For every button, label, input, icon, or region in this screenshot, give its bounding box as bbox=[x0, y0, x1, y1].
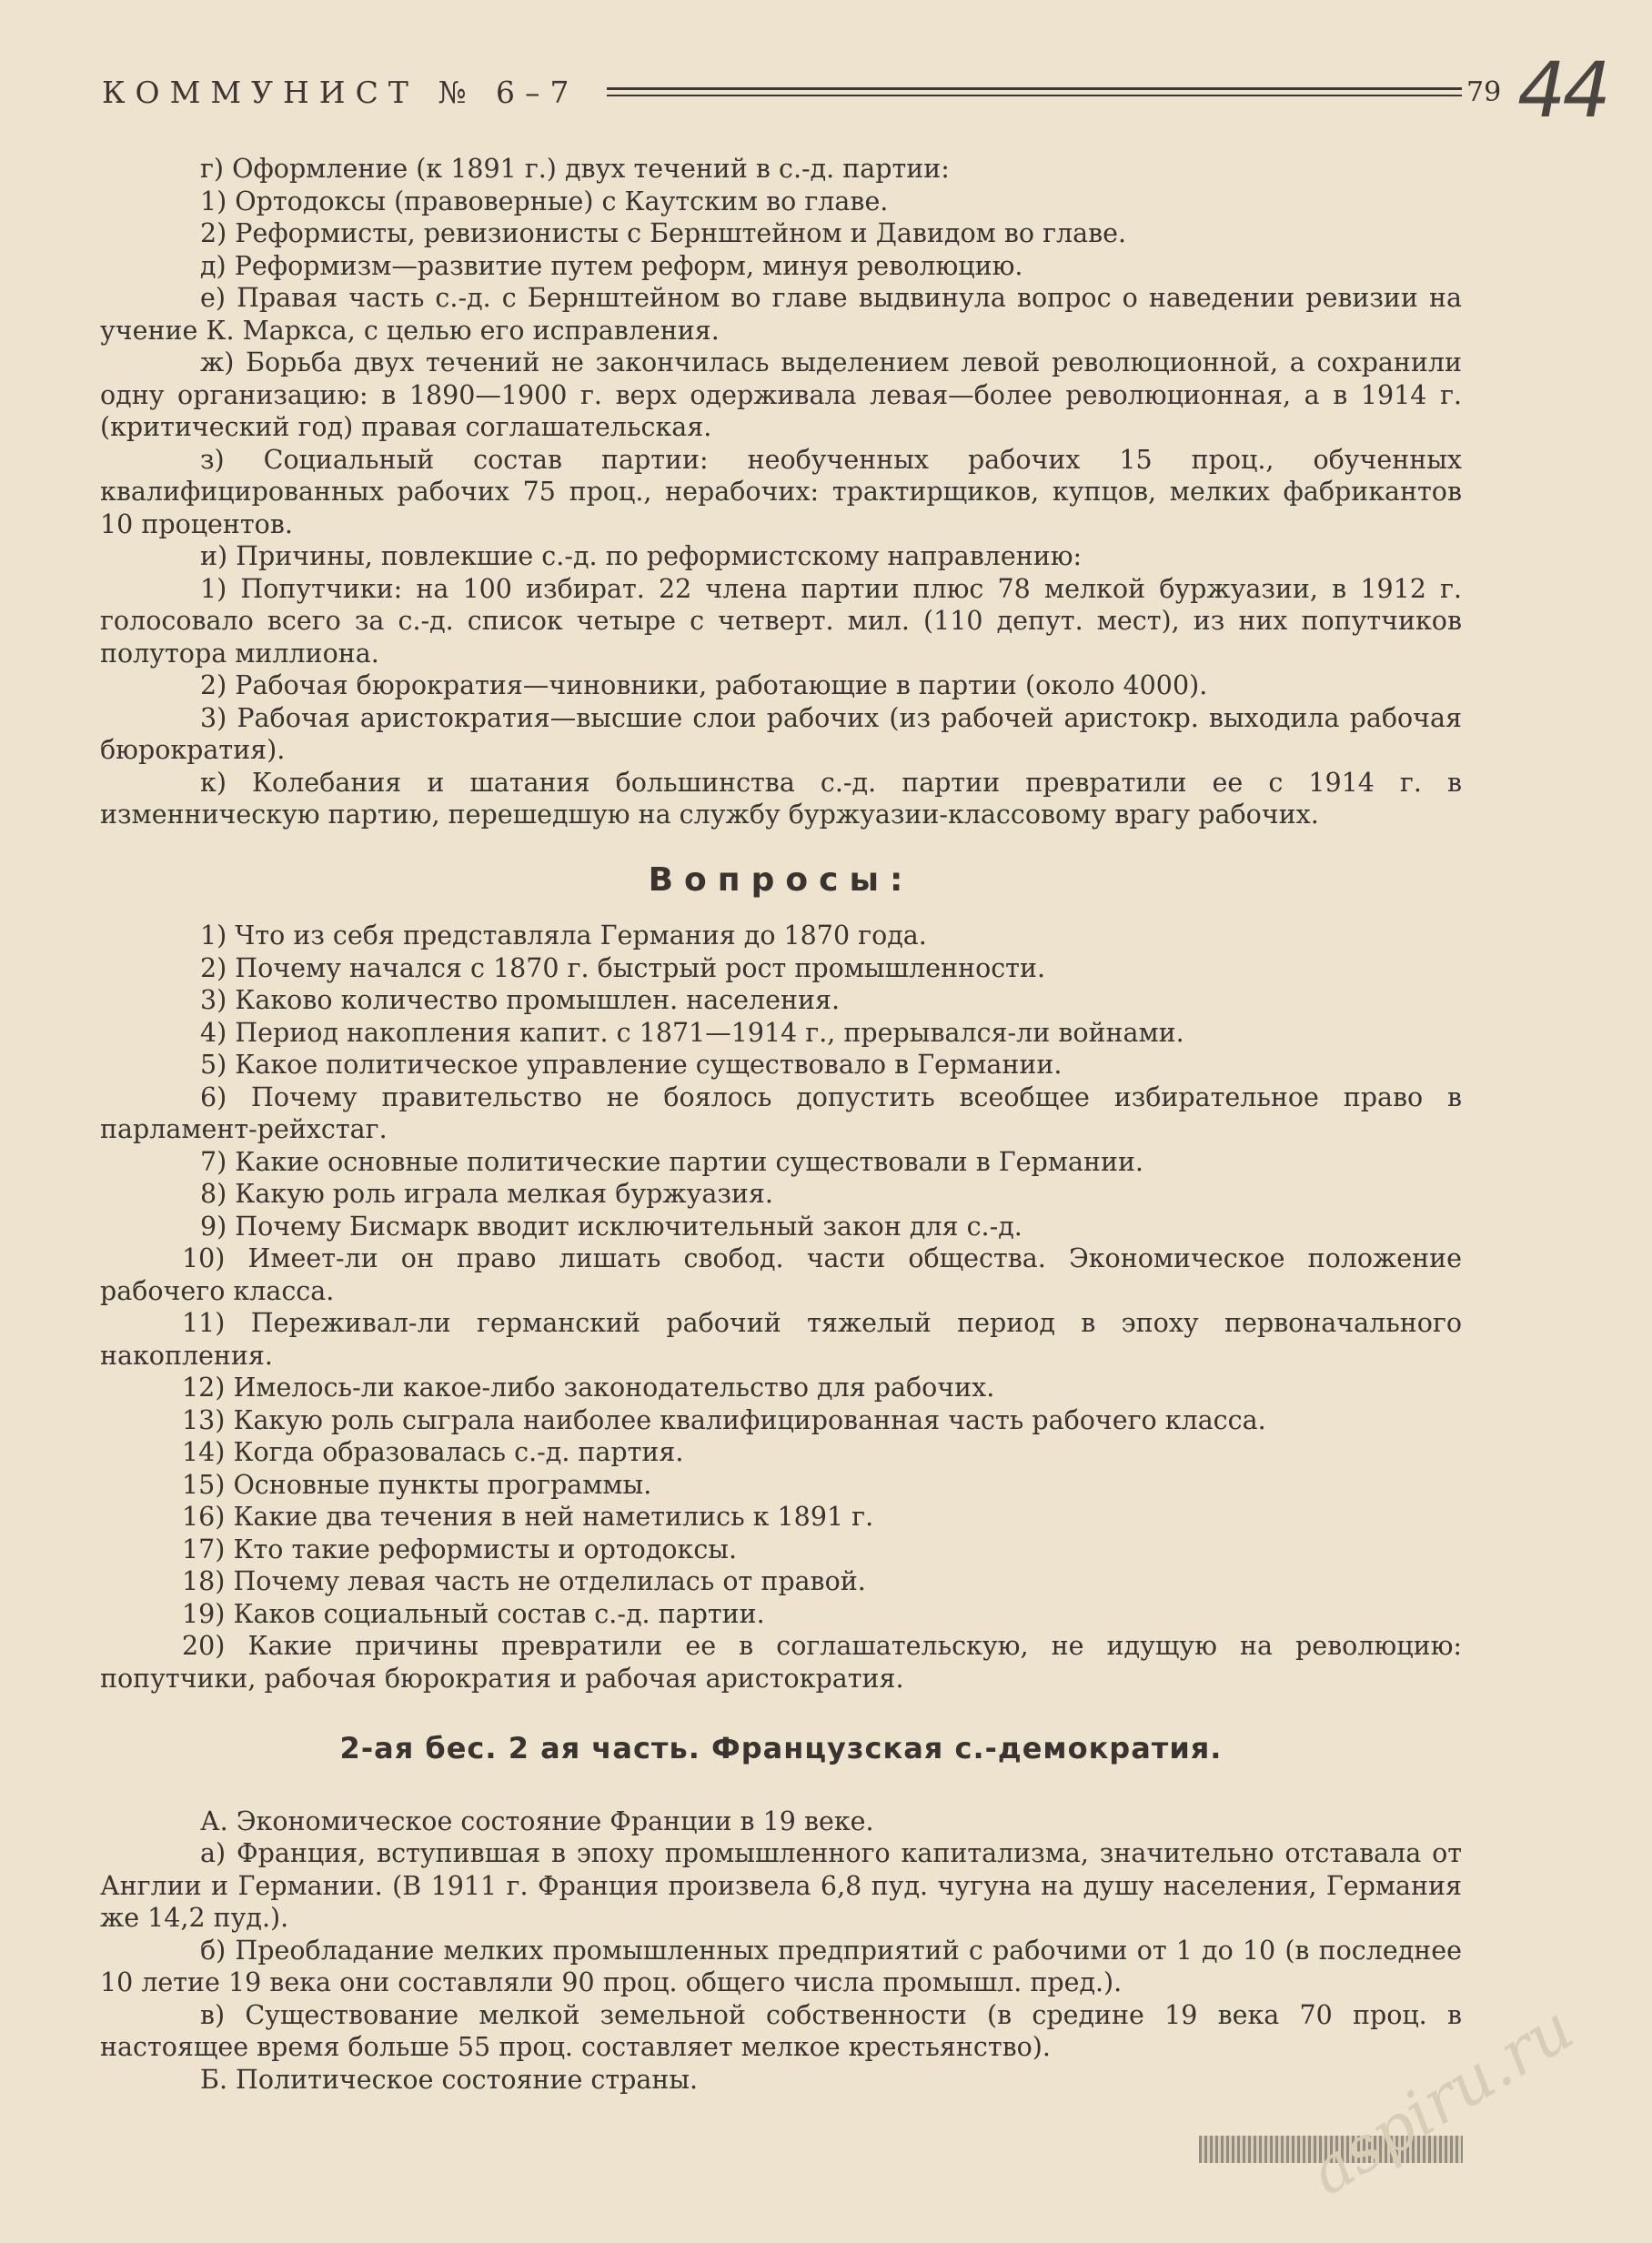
archive-number: 44 bbox=[1517, 45, 1607, 135]
page-number: 79 bbox=[1466, 76, 1502, 108]
paragraph: 1) Ортодоксы (правоверные) с Каутским во главе. bbox=[200, 186, 889, 216]
question-item: 7) Какие основные политические партии существовали в Германии. bbox=[200, 1146, 1143, 1177]
paragraph: б) Преобладание мелких промышленных предприятий с рабочими от 1 до 10 (в последнее 10 летие 19 века они составляли 90 проц. общего числа промышл. пред.). bbox=[100, 1935, 1462, 1997]
journal-title: КОММУНИСТ № 6–7 bbox=[102, 75, 579, 110]
question-item: 4) Период накопления капит. с 1871—1914 г., прерывался-ли войнами. bbox=[200, 1017, 1184, 1048]
paragraph: 3) Рабочая аристократия—высшие слои рабочих (из рабочей аристокр. выходила рабочая бюрократия). bbox=[100, 702, 1462, 765]
section-heading: 2-ая бес. 2 ая часть. Французская с.-демократия. bbox=[339, 1731, 1223, 1765]
question-item: 5) Какое политическое управление существовало в Германии. bbox=[200, 1050, 1063, 1080]
question-item: 1) Что из себя представляла Германия до 1870 года. bbox=[200, 920, 927, 951]
question-item: 18) Почему левая часть не отделилась от правой. bbox=[182, 1566, 866, 1596]
question-item: 3) Каково количество промышлен. населения. bbox=[200, 985, 841, 1015]
header-rule bbox=[607, 87, 1462, 90]
question-item: 2) Почему начался с 1870 г. быстрый рост промышленности. bbox=[200, 952, 1046, 983]
paragraph: е) Правая часть с.-д. с Бернштейном во главе выдвинула вопрос о наведении ревизии на учение К. Маркса, с целью его исправления. bbox=[100, 283, 1462, 346]
question-item: 17) Кто такие реформисты и ортодоксы. bbox=[182, 1534, 738, 1564]
paragraph: з) Социальный состав партии: необученных рабочих 15 проц., обученных квалифицированных рабочих 75 проц., нерабочих: трактирщиков, купцов, мелких фабрикантов 10 процентов. bbox=[100, 444, 1462, 539]
paragraph: А. Экономическое состояние Франции в 19 веке. bbox=[200, 1805, 874, 1836]
question-item: 14) Когда образовалась с.-д. партия. bbox=[182, 1437, 684, 1467]
paragraph: д) Реформизм—развитие путем реформ, минуя революцию. bbox=[200, 250, 1023, 281]
question-item: 9) Почему Бисмарк вводит исключительный закон для с.-д. bbox=[200, 1211, 1022, 1242]
paragraph: а) Франция, вступившая в эпоху промышленного капитализма, значительно отставала от Англии и Германии. (В 1911 г. Франция произвела 6,8 пуд. чугуна на душу населения, Германия же 14,2 пуд.). bbox=[100, 1838, 1462, 1933]
question-item: 10) Имеет-ли он право лишать свобод. части общества. Экономическое положение рабочего класса. bbox=[100, 1243, 1462, 1306]
question-item: 20) Какие причины превратили ее в соглашательскую, не идущую на революцию: попутчики, рабочая бюрократия и рабочая аристократия. bbox=[100, 1631, 1462, 1694]
page-content bbox=[100, 153, 1462, 2096]
paragraph: г) Оформление (к 1891 г.) двух течений в с.-д. партии: bbox=[200, 154, 950, 184]
question-item: 6) Почему правительство не боялось допустить всеобщее избирательное право в парламент-рейхстаг. bbox=[100, 1081, 1462, 1144]
paragraph: 1) Попутчики: на 100 избират. 22 члена партии плюс 78 мелкой буржуазии, в 1912 г. голосовало всего за с.-д. список четыре с четверт. мил. (110 депут. мест), из них попутчиков полутора миллиона. bbox=[100, 573, 1462, 669]
header-rule bbox=[607, 95, 1462, 96]
question-item: 13) Какую роль сыграла наиболее квалифицированная часть рабочего класса. bbox=[182, 1404, 1266, 1435]
watermark: aspiru.ru bbox=[1296, 1990, 1587, 2210]
question-item: 19) Каков социальный состав с.-д. партии. bbox=[182, 1598, 765, 1629]
paragraph: Б. Политическое состояние страны. bbox=[200, 2064, 699, 2095]
questions-heading: Вопросы: bbox=[648, 860, 914, 899]
paragraph: 2) Рабочая бюрократия—чиновники, работающие в партии (около 4000). bbox=[200, 670, 1208, 700]
paragraph: ж) Борьба двух течений не закончилась выделением левой революционной, а сохранили одну организацию: в 1890—1900 г. верх одерживала левая—более революционная, а в 1914 г. (критический год) правая соглашательская. bbox=[100, 347, 1462, 442]
question-item: 12) Имелось-ли какое-либо законодательство для рабочих. bbox=[182, 1373, 995, 1403]
paragraph: в) Существование мелкой земельной собственности (в средине 19 века 70 проц. в настоящее время больше 55 проц. составляет мелкое крестьянство). bbox=[100, 1999, 1462, 2062]
paragraph: 2) Реформисты, ревизионисты с Бернштейном и Давидом во главе. bbox=[200, 218, 1127, 248]
question-item: 16) Какие два течения в ней наметились к 1891 г. bbox=[182, 1502, 874, 1532]
paragraph: к) Колебания и шатания большинства с.-д. партии превратили ее с 1914 г. в изменническую партию, перешедшую на службу буржуазии-классовому врагу рабочих. bbox=[100, 767, 1462, 830]
question-item: 11) Переживал-ли германский рабочий тяжелый период в эпоху первоначального накопления. bbox=[100, 1308, 1462, 1371]
page-header bbox=[102, 75, 1502, 111]
question-item: 8) Какую роль играла мелкая буржуазия. bbox=[200, 1179, 773, 1209]
question-item: 15) Основные пункты программы. bbox=[182, 1469, 652, 1500]
paragraph: и) Причины, повлекшие с.-д. по реформистскому направлению: bbox=[200, 541, 1083, 571]
